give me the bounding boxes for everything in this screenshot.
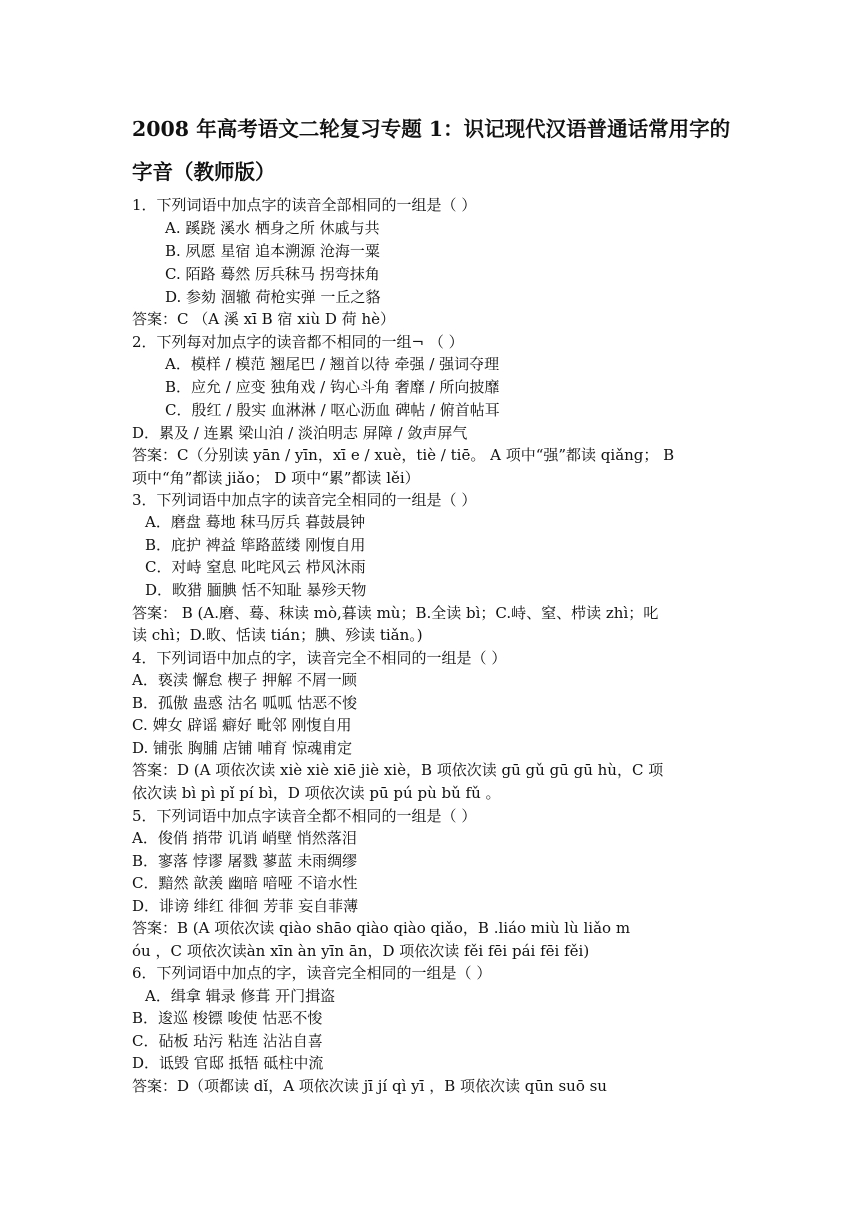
question-1-option-d: D. 参劾 涸辙 荷枪实弹 一丘之貉 — [165, 288, 381, 306]
question-4-option-d: D. 铺张 胸脯 店铺 哺育 惊魂甫定 — [132, 739, 353, 757]
question-6-answer: 答案：D（项都读 dǐ，A 项依次读 jī jí qì yī ，B 项依次读 qūn suō su — [132, 1077, 607, 1095]
question-3: 3．下列词语中加点字的读音完全相同的一组是（ ） — [132, 491, 477, 509]
question-6-option-c: C．砧板 玷污 粘连 沾沾自喜 — [132, 1032, 323, 1050]
question-2-option-a: A．模样 / 模范 翘尾巴 / 翘首以待 牵强 / 强词夺理 — [165, 355, 500, 373]
question-6-option-a: A．缉拿 辑录 修葺 开门揖盗 — [145, 987, 336, 1005]
question-1-option-c: C. 陌路 蓦然 厉兵秣马 拐弯抹角 — [165, 265, 380, 283]
question-2-option-b: B．应允 / 应变 独角戏 / 钩心斗角 奢靡 / 所向披靡 — [165, 378, 500, 396]
document-title-continued: 字音（教师版） — [132, 160, 276, 184]
question-2-answer: 答案：C（分别读 yān / yīn，xī e / xuè，tiè / tiē。 A 项中“强”都读 qiǎng； B — [132, 446, 675, 464]
question-6-option-d: D．诋毁 官邸 抵牾 砥柱中流 — [132, 1054, 324, 1072]
question-1-option-a: A. 蹊跷 溪水 栖身之所 休戚与共 — [165, 219, 380, 237]
question-3-option-b: B．庇护 裨益 筚路蓝缕 刚愎自用 — [145, 536, 366, 554]
question-6-option-b: B．逡巡 梭镖 唆使 怙恶不悛 — [132, 1009, 323, 1027]
question-5-answer-continued: óu ，C 项依次读àn xīn àn yīn ān，D 项依次读 fěi fēi pái fēi fěi) — [132, 942, 590, 960]
question-4-option-c: C. 婢女 辟谣 癖好 毗邻 刚愎自用 — [132, 716, 352, 734]
question-3-option-d: D．畋猎 腼腆 恬不知耻 暴殄天物 — [145, 581, 367, 599]
question-4-answer-continued: 依次读 bì pì pǐ pí bì，D 项依次读 pū pú pù bǔ fǔ 。 — [132, 784, 501, 802]
question-4-answer: 答案：D (A 项依次读 xiè xiè xiē jiè xiè，B 项依次读 gū gǔ gū gū hù，C 项 — [132, 761, 664, 779]
question-3-option-a: A．磨盘 蓦地 秣马厉兵 暮鼓晨钟 — [145, 513, 366, 531]
question-2-option-d: D．累及 / 连累 梁山泊 / 淡泊明志 屏障 / 敛声屏气 — [132, 424, 468, 442]
question-1: 1．下列词语中加点字的读音全部相同的一组是（ ） — [132, 196, 477, 214]
question-5-option-d: D．诽谤 绯红 徘徊 芳菲 妄自菲薄 — [132, 897, 359, 915]
question-5-option-b: B．寥落 悖谬 屠戮 蓼蓝 未雨绸缪 — [132, 852, 358, 870]
question-1-option-b: B. 夙愿 星宿 追本溯源 沧海一粟 — [165, 242, 380, 260]
question-6: 6．下列词语中加点的字，读音完全相同的一组是（ ） — [132, 964, 492, 982]
question-2: 2．下列每对加点字的读音都不相同的一组¬ （ ） — [132, 333, 464, 351]
document-title: 2008 年高考语文二轮复习专题 1：识记现代汉语普通话常用字的 — [132, 117, 731, 141]
question-3-option-c: C．对峙 窒息 叱咤风云 栉风沐雨 — [145, 558, 366, 576]
question-3-answer-continued: 读 chì；D.畋、恬读 tián；腆、殄读 tiǎn。) — [132, 626, 423, 644]
question-2-option-c: C．殷红 / 殷实 血淋淋 / 呕心沥血 碑帖 / 俯首帖耳 — [165, 401, 500, 419]
question-4-option-b: B．孤傲 蛊惑 沽名 呱呱 怙恶不悛 — [132, 694, 358, 712]
question-1-answer: 答案：C （A 溪 xī B 宿 xiù D 荷 hè） — [132, 310, 395, 328]
question-4: 4．下列词语中加点的字，读音完全不相同的一组是（ ） — [132, 649, 507, 667]
question-5-option-a: A．俊俏 捎带 讥诮 峭壁 悄然落泪 — [132, 829, 357, 847]
question-5-answer: 答案：B (A 项依次读 qiào shāo qiào qiào qiǎo，B .liáo miù lù liǎo m — [132, 919, 631, 937]
question-4-option-a: A．亵渎 懈怠 楔子 押解 不屑一顾 — [132, 671, 357, 689]
question-2-answer-continued: 项中“角”都读 jiǎo； D 项中“累”都读 lěi） — [132, 469, 420, 487]
question-5-option-c: C．黯然 歆羡 幽暗 喑哑 不谙水性 — [132, 874, 358, 892]
question-3-answer: 答案： B (A.磨、蓦、秣读 mò,暮读 mù；B.全读 bì；C.峙、窒、栉读 zhì；叱 — [132, 604, 659, 622]
question-5: 5．下列词语中加点字读音全都不相同的一组是（ ） — [132, 807, 477, 825]
